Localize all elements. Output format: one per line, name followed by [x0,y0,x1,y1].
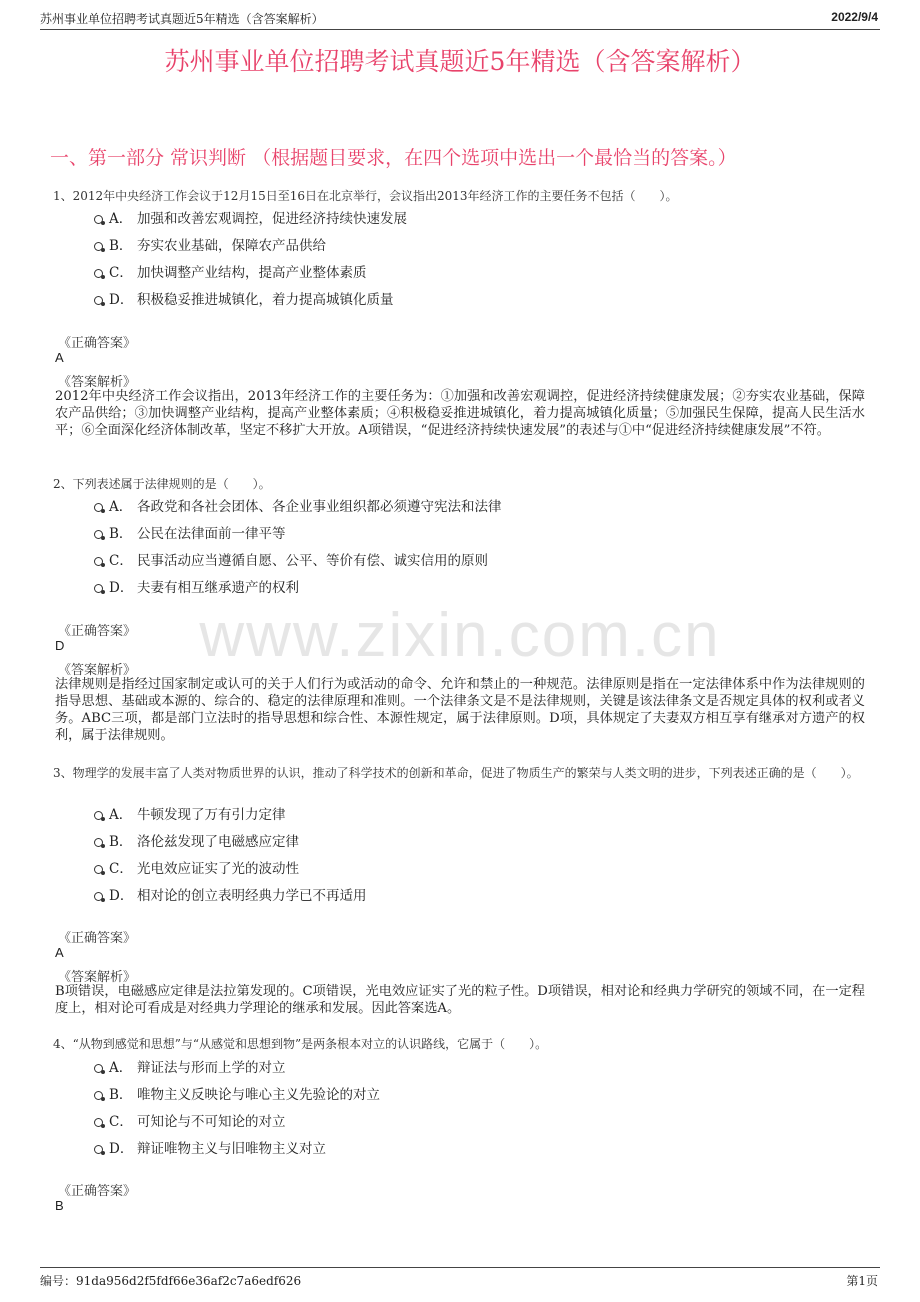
question-stem: 3、物理学的发展丰富了人类对物质世界的认识，推动了科学技术的创新和革命，促进了物质生产的繁荣与人类文明的进步，下列表述正确的是（ ）。 [53,766,859,780]
option-b[interactable] [94,1083,380,1103]
explanation-label: 《答案解析》 [58,375,137,390]
option-text: 光电效应证实了光的波动性 [137,861,299,877]
explanation-text: B项错误，电磁感应定律是法拉第发现的。C项错误，光电效应证实了光的粒子性。D项错误，相对论和经典力学研究的领域不同，在一定程度上，相对论可看成是对经典力学理论的继承和发展。因此答案选A。 [55,984,865,1016]
option-text: 夯实农业基础，保障农产品供给 [137,238,326,254]
question-stem: 2、下列表述属于法律规则的是（ ）。 [53,477,271,491]
option-text: 加快调整产业结构，提高产业整体素质 [137,265,367,281]
option-text: 各政党和各社会团体、各企业事业组织都必须遵守宪法和法律 [137,499,502,515]
radio-icon[interactable] [94,1064,103,1073]
answer-value: A [55,350,64,365]
option-key: A． [109,499,133,515]
option-d[interactable] [94,288,394,308]
option-text: 积极稳妥推进城镇化，着力提高城镇化质量 [137,292,394,308]
option-key: B． [109,834,133,850]
option-text: 洛伦兹发现了电磁感应定律 [137,834,299,850]
option-d[interactable] [94,1137,326,1157]
explanation-text: 法律规则是指经过国家制定或认可的关于人们行为或活动的命令、允许和禁止的一种规范。法律原则是指在一定法律体系中作为法律规则的指导思想、基础或本源的、综合的、稳定的法律原理和准则。一个法律条文是不是法律规则，关键是该法律条文是否规定具体的权利或者义务。ABC三项，都是部门立法时的指导思想和综合性、本源性规定，属于法律原则。D项，具体规定了夫妻双方相互享有继承对方遗产的权利，属于法律规则。 [55,677,865,743]
option-b[interactable] [94,234,326,254]
radio-icon[interactable] [94,865,103,874]
option-d[interactable] [94,576,299,596]
option-text: 辩证唯物主义与旧唯物主义对立 [137,1141,326,1157]
option-key: C． [109,265,133,281]
radio-icon[interactable] [94,215,103,224]
question-stem: 1、2012年中央经济工作会议于12月15日至16日在北京举行，会议指出2013年经济工作的主要任务不包括（ ）。 [53,189,678,203]
radio-icon[interactable] [94,530,103,539]
option-b[interactable] [94,522,286,542]
radio-icon[interactable] [94,1118,103,1127]
option-a[interactable] [94,495,502,515]
radio-icon[interactable] [94,892,103,901]
radio-icon[interactable] [94,838,103,847]
answer-value: D [55,638,65,653]
option-text: 加强和改善宏观调控，促进经济持续快速发展 [137,211,407,227]
answer-label: 《正确答案》 [58,336,137,351]
radio-icon[interactable] [94,584,103,593]
explanation-text: 2012年中央经济工作会议指出，2013年经济工作的主要任务为：①加强和改善宏观调控，促进经济持续健康发展；②夯实农业基础，保障农产品供给；③加快调整产业结构，提高产业整体素质；④积极稳妥推进城镇化，着力提高城镇化质量；⑤加强民生保障，提高人民生活水平；⑥全面深化经济体制改革，坚定不移扩大开放。A项错误，“促进经济持续快速发展”的表述与①中“促进经济持续健康发展”不符。 [55,389,865,438]
watermark: www.zixin.com.cn [199,601,721,670]
option-key: C． [109,553,133,569]
answer-label: 《正确答案》 [58,1184,137,1199]
option-key: B． [109,526,133,542]
footer-divider [40,1267,880,1268]
option-a[interactable] [94,803,286,823]
radio-icon[interactable] [94,296,103,305]
option-text: 唯物主义反映论与唯心主义先验论的对立 [137,1087,380,1103]
header-doc-title: 苏州事业单位招聘考试真题近5年精选（含答案解析） [40,12,324,26]
section-heading: 一、第一部分 常识判断 （根据题目要求，在四个选项中选出一个最恰当的答案。） [50,147,737,169]
explanation-label: 《答案解析》 [58,663,137,678]
option-text: 民事活动应当遵循自愿、公平、等价有偿、诚实信用的原则 [137,553,488,569]
explanation-label: 《答案解析》 [58,970,137,985]
option-c[interactable] [94,549,488,569]
option-text: 可知论与不可知论的对立 [137,1114,286,1130]
option-a[interactable] [94,207,407,227]
option-key: D． [109,1141,134,1157]
question-stem: 4、“从物到感觉和思想”与“从感觉和思想到物”是两条根本对立的认识路线，它属于（ ）。 [53,1037,548,1051]
option-text: 公民在法律面前一律平等 [137,526,286,542]
header-date: 2022/9/4 [831,10,878,24]
option-c[interactable] [94,1110,286,1130]
option-a[interactable] [94,1056,286,1076]
option-text: 夫妻有相互继承遗产的权利 [137,580,299,596]
option-text: 辩证法与形而上学的对立 [137,1060,286,1076]
option-c[interactable] [94,857,299,877]
radio-icon[interactable] [94,269,103,278]
option-text: 相对论的创立表明经典力学已不再适用 [137,888,367,904]
header-divider [40,29,880,30]
option-key: A． [109,1060,133,1076]
option-key: A． [109,211,133,227]
option-key: C． [109,1114,133,1130]
option-b[interactable] [94,830,299,850]
radio-icon[interactable] [94,503,103,512]
page-title: 苏州事业单位招聘考试真题近5年精选（含答案解析） [164,47,756,76]
answer-value: A [55,945,64,960]
option-key: B． [109,238,133,254]
radio-icon[interactable] [94,1145,103,1154]
option-text: 牛顿发现了万有引力定律 [137,807,286,823]
option-c[interactable] [94,261,367,281]
radio-icon[interactable] [94,242,103,251]
document-code: 编号：91da956d2f5fdf66e36af2c7a6edf626 [40,1274,302,1288]
answer-value: B [55,1198,64,1213]
option-key: C． [109,861,133,877]
page-number: 第1页 [846,1274,878,1288]
option-key: D． [109,292,134,308]
radio-icon[interactable] [94,1091,103,1100]
option-key: B． [109,1087,133,1103]
radio-icon[interactable] [94,811,103,820]
option-d[interactable] [94,884,367,904]
option-key: D． [109,580,134,596]
answer-label: 《正确答案》 [58,931,137,946]
option-key: D． [109,888,134,904]
page-header [40,10,878,28]
answer-label: 《正确答案》 [58,624,137,639]
option-key: A． [109,807,133,823]
radio-icon[interactable] [94,557,103,566]
